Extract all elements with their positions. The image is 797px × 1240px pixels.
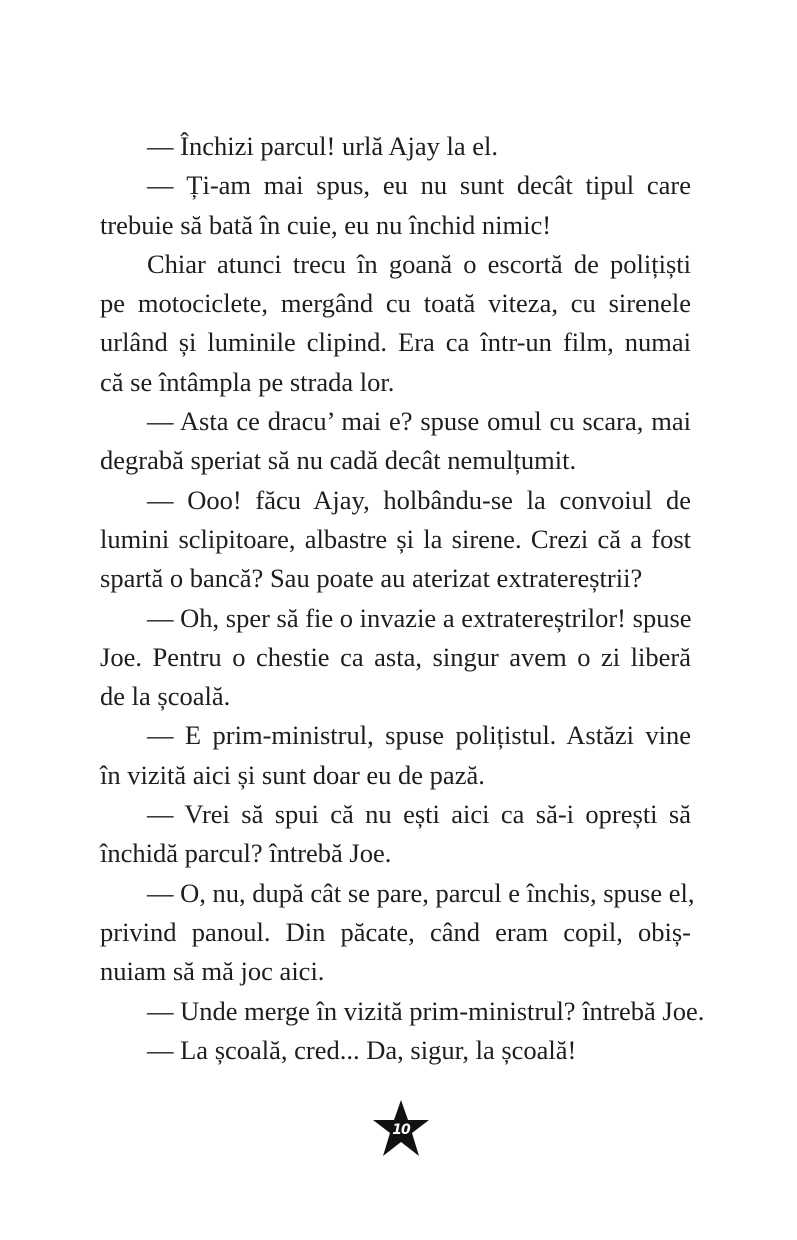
- paragraph-5: [100, 481, 691, 599]
- text-line: de la școală.: [100, 681, 231, 712]
- text-line: — Ooo! făcu Ajay, holbându-se la convoiul de: [147, 484, 691, 515]
- page-number-badge: [372, 1099, 430, 1159]
- text-line: — O, nu, după cât se pare, parcul e închis, spuse el,: [147, 877, 695, 908]
- paragraph-11: [100, 1031, 691, 1070]
- text-line: lumini sclipitoare, albastre și la sirene. Crezi că a fost: [100, 523, 691, 554]
- paragraph-6: [100, 599, 691, 717]
- text-line: — La școală, cred... Da, sigur, la școală!: [147, 1034, 577, 1065]
- paragraph-3: [100, 245, 691, 402]
- text-line: trebuie să bată în cuie, eu nu închid nimic!: [100, 209, 552, 240]
- paragraph-10: [100, 992, 705, 1031]
- paragraph-9: [100, 874, 695, 992]
- text-line: — Închizi parcul! urlă Ajay la el.: [147, 131, 498, 161]
- paragraph-8: [100, 795, 691, 874]
- text-line: — E prim-ministrul, spuse polițistul. Astăzi vine: [147, 720, 691, 751]
- text-line: că se întâmpla pe strada lor.: [100, 366, 395, 397]
- text-line: privind panoul. Din păcate, când eram copil, obiș-: [100, 916, 691, 947]
- paragraph-4: [100, 402, 691, 481]
- text-line: închidă parcul? întrebă Joe.: [100, 838, 392, 869]
- text-line: degrabă speriat să nu cadă decât nemulțumit.: [100, 445, 577, 476]
- text-line: nuiam să mă joc aici.: [100, 956, 325, 987]
- paragraph-7: [100, 716, 691, 795]
- page-number: 10: [392, 1122, 410, 1138]
- text-line: pe motociclete, mergând cu toată viteza, cu sirenele: [100, 288, 691, 319]
- text-line: — Asta ce dracu’ mai e? spuse omul cu scara, mai: [147, 406, 691, 437]
- text-line: — Unde merge în vizită prim-ministrul? întrebă Joe.: [147, 995, 705, 1026]
- text-line: Joe. Pentru o chestie ca asta, singur avem o zi liberă: [100, 641, 691, 672]
- text-line: urlând și luminile clipind. Era ca într-un film, numai: [100, 327, 691, 358]
- text-line: spartă o bancă? Sau poate au aterizat extratereștrii?: [100, 563, 643, 594]
- page-body: [100, 127, 705, 1070]
- text-line: — Oh, sper să fie o invazie a extratereștrilor! spuse: [147, 602, 692, 633]
- text-line: Chiar atunci trecu în goană o escortă de polițiști: [147, 248, 691, 279]
- paragraph-2: [100, 166, 691, 245]
- paragraph-1: [100, 127, 691, 166]
- text-line: — Vrei să spui că nu ești aici ca să-i oprești să: [147, 799, 691, 830]
- text-line: în vizită aici și sunt doar eu de pază.: [100, 759, 485, 790]
- text-line: — Ți-am mai spus, eu nu sunt decât tipul care: [147, 170, 691, 201]
